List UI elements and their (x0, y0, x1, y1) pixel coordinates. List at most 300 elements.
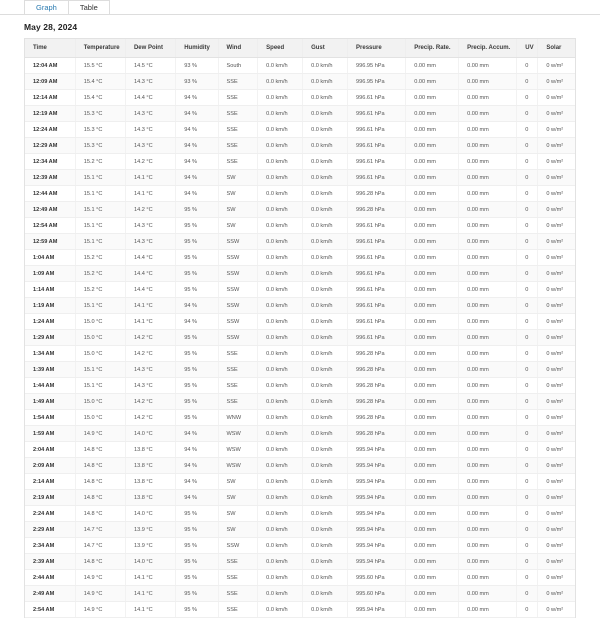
cell-precip-accum: 0.00 mm (459, 554, 517, 570)
cell-temperature: 15.3 °C (75, 106, 125, 122)
cell-pressure: 996.61 hPa (348, 90, 406, 106)
cell-precip-accum: 0.00 mm (459, 138, 517, 154)
cell-uv: 0 (517, 170, 538, 186)
tab-graph[interactable]: Graph (24, 0, 69, 14)
cell-humidity: 95 % (176, 554, 218, 570)
cell-precip-rate: 0.00 mm (406, 378, 459, 394)
cell-precip-accum: 0.00 mm (459, 570, 517, 586)
cell-dew-point: 14.0 °C (125, 506, 175, 522)
cell-temperature: 15.5 °C (75, 58, 125, 74)
cell-dew-point: 14.3 °C (125, 362, 175, 378)
cell-temperature: 14.8 °C (75, 474, 125, 490)
cell-temperature: 15.1 °C (75, 170, 125, 186)
cell-solar: 0 w/m² (538, 330, 575, 346)
cell-gust: 0.0 km/h (303, 234, 348, 250)
cell-gust: 0.0 km/h (303, 282, 348, 298)
cell-dew-point: 14.1 °C (125, 186, 175, 202)
cell-time: 1:59 AM (25, 426, 75, 442)
cell-humidity: 94 % (176, 154, 218, 170)
cell-wind: WSW (218, 458, 258, 474)
cell-humidity: 94 % (176, 170, 218, 186)
table-row (25, 586, 575, 602)
cell-solar: 0 w/m² (538, 298, 575, 314)
cell-speed: 0.0 km/h (258, 74, 303, 90)
cell-precip-accum: 0.00 mm (459, 90, 517, 106)
cell-precip-accum: 0.00 mm (459, 282, 517, 298)
cell-pressure: 996.28 hPa (348, 378, 406, 394)
cell-temperature: 15.0 °C (75, 330, 125, 346)
cell-precip-rate: 0.00 mm (406, 410, 459, 426)
table-row (25, 266, 575, 282)
cell-solar: 0 w/m² (538, 282, 575, 298)
cell-wind: SSE (218, 554, 258, 570)
cell-humidity: 95 % (176, 602, 218, 618)
cell-solar: 0 w/m² (538, 490, 575, 506)
cell-gust: 0.0 km/h (303, 570, 348, 586)
cell-temperature: 14.7 °C (75, 522, 125, 538)
cell-precip-accum: 0.00 mm (459, 506, 517, 522)
cell-humidity: 95 % (176, 202, 218, 218)
cell-time: 12:54 AM (25, 218, 75, 234)
cell-temperature: 15.2 °C (75, 154, 125, 170)
cell-solar: 0 w/m² (538, 218, 575, 234)
cell-pressure: 996.95 hPa (348, 58, 406, 74)
cell-gust: 0.0 km/h (303, 458, 348, 474)
cell-solar: 0 w/m² (538, 266, 575, 282)
cell-uv: 0 (517, 74, 538, 90)
cell-pressure: 996.61 hPa (348, 234, 406, 250)
table-row (25, 74, 575, 90)
cell-time: 12:39 AM (25, 170, 75, 186)
cell-temperature: 15.1 °C (75, 234, 125, 250)
column-header-wind[interactable]: Wind (218, 39, 258, 58)
cell-uv: 0 (517, 282, 538, 298)
cell-precip-accum: 0.00 mm (459, 458, 517, 474)
column-header-gust[interactable]: Gust (303, 39, 348, 58)
cell-solar: 0 w/m² (538, 314, 575, 330)
cell-humidity: 95 % (176, 330, 218, 346)
cell-pressure: 996.28 hPa (348, 346, 406, 362)
cell-speed: 0.0 km/h (258, 218, 303, 234)
weather-table-container (24, 38, 576, 618)
table-header-row (25, 39, 575, 58)
cell-temperature: 14.8 °C (75, 554, 125, 570)
cell-precip-rate: 0.00 mm (406, 346, 459, 362)
cell-pressure: 995.94 hPa (348, 602, 406, 618)
cell-dew-point: 14.2 °C (125, 410, 175, 426)
cell-pressure: 996.61 hPa (348, 250, 406, 266)
table-row (25, 218, 575, 234)
table-row (25, 122, 575, 138)
column-header-humidity[interactable]: Humidity (176, 39, 218, 58)
table-row (25, 426, 575, 442)
cell-temperature: 14.8 °C (75, 458, 125, 474)
cell-pressure: 996.28 hPa (348, 202, 406, 218)
cell-temperature: 15.0 °C (75, 410, 125, 426)
cell-temperature: 14.8 °C (75, 442, 125, 458)
date-heading: May 28, 2024 (24, 22, 78, 32)
cell-wind: SSW (218, 234, 258, 250)
cell-precip-rate: 0.00 mm (406, 74, 459, 90)
cell-speed: 0.0 km/h (258, 330, 303, 346)
cell-dew-point: 14.4 °C (125, 250, 175, 266)
cell-speed: 0.0 km/h (258, 202, 303, 218)
cell-dew-point: 14.5 °C (125, 58, 175, 74)
cell-precip-rate: 0.00 mm (406, 202, 459, 218)
cell-precip-accum: 0.00 mm (459, 538, 517, 554)
cell-pressure: 996.61 hPa (348, 330, 406, 346)
cell-pressure: 995.94 hPa (348, 490, 406, 506)
cell-pressure: 996.95 hPa (348, 74, 406, 90)
cell-time: 1:44 AM (25, 378, 75, 394)
cell-time: 2:54 AM (25, 602, 75, 618)
weather-observations-table (25, 39, 575, 618)
tab-table[interactable]: Table (69, 0, 110, 14)
cell-solar: 0 w/m² (538, 138, 575, 154)
cell-uv: 0 (517, 426, 538, 442)
cell-wind: WSW (218, 426, 258, 442)
cell-gust: 0.0 km/h (303, 394, 348, 410)
cell-time: 1:39 AM (25, 362, 75, 378)
cell-gust: 0.0 km/h (303, 474, 348, 490)
cell-precip-rate: 0.00 mm (406, 602, 459, 618)
cell-precip-rate: 0.00 mm (406, 474, 459, 490)
cell-precip-rate: 0.00 mm (406, 58, 459, 74)
cell-pressure: 996.61 hPa (348, 122, 406, 138)
cell-pressure: 995.94 hPa (348, 554, 406, 570)
cell-time: 12:19 AM (25, 106, 75, 122)
cell-gust: 0.0 km/h (303, 522, 348, 538)
cell-speed: 0.0 km/h (258, 250, 303, 266)
cell-dew-point: 14.1 °C (125, 314, 175, 330)
cell-speed: 0.0 km/h (258, 586, 303, 602)
cell-uv: 0 (517, 58, 538, 74)
cell-pressure: 996.61 hPa (348, 266, 406, 282)
cell-precip-accum: 0.00 mm (459, 362, 517, 378)
cell-wind: SSE (218, 394, 258, 410)
cell-dew-point: 13.8 °C (125, 458, 175, 474)
column-header-pressure[interactable]: Pressure (348, 39, 406, 58)
cell-speed: 0.0 km/h (258, 234, 303, 250)
cell-wind: SW (218, 522, 258, 538)
cell-time: 2:29 AM (25, 522, 75, 538)
cell-solar: 0 w/m² (538, 586, 575, 602)
cell-speed: 0.0 km/h (258, 266, 303, 282)
table-row (25, 554, 575, 570)
cell-precip-accum: 0.00 mm (459, 378, 517, 394)
cell-dew-point: 14.3 °C (125, 74, 175, 90)
cell-speed: 0.0 km/h (258, 298, 303, 314)
column-header-precip-rate[interactable]: Precip. Rate. (406, 39, 459, 58)
column-header-uv[interactable]: UV (517, 39, 538, 58)
cell-pressure: 995.94 hPa (348, 442, 406, 458)
cell-speed: 0.0 km/h (258, 314, 303, 330)
cell-wind: SSE (218, 602, 258, 618)
cell-wind: SSE (218, 106, 258, 122)
cell-time: 2:24 AM (25, 506, 75, 522)
cell-time: 1:09 AM (25, 266, 75, 282)
cell-gust: 0.0 km/h (303, 170, 348, 186)
cell-humidity: 95 % (176, 378, 218, 394)
table-row (25, 186, 575, 202)
cell-pressure: 996.28 hPa (348, 410, 406, 426)
cell-wind: SSW (218, 266, 258, 282)
cell-dew-point: 14.1 °C (125, 170, 175, 186)
cell-precip-rate: 0.00 mm (406, 330, 459, 346)
cell-temperature: 15.1 °C (75, 298, 125, 314)
cell-wind: WSW (218, 442, 258, 458)
cell-time: 12:59 AM (25, 234, 75, 250)
cell-speed: 0.0 km/h (258, 538, 303, 554)
cell-wind: SSE (218, 122, 258, 138)
cell-gust: 0.0 km/h (303, 410, 348, 426)
view-tabs (0, 0, 600, 15)
cell-solar: 0 w/m² (538, 186, 575, 202)
cell-speed: 0.0 km/h (258, 602, 303, 618)
cell-speed: 0.0 km/h (258, 90, 303, 106)
cell-uv: 0 (517, 314, 538, 330)
cell-pressure: 996.61 hPa (348, 106, 406, 122)
table-row (25, 458, 575, 474)
table-row (25, 410, 575, 426)
cell-speed: 0.0 km/h (258, 490, 303, 506)
cell-humidity: 95 % (176, 394, 218, 410)
table-row (25, 154, 575, 170)
cell-humidity: 94 % (176, 314, 218, 330)
cell-time: 2:34 AM (25, 538, 75, 554)
table-row (25, 362, 575, 378)
cell-solar: 0 w/m² (538, 58, 575, 74)
cell-pressure: 995.60 hPa (348, 570, 406, 586)
column-header-solar[interactable]: Solar (538, 39, 575, 58)
cell-gust: 0.0 km/h (303, 554, 348, 570)
cell-solar: 0 w/m² (538, 362, 575, 378)
cell-solar: 0 w/m² (538, 202, 575, 218)
cell-precip-accum: 0.00 mm (459, 250, 517, 266)
cell-uv: 0 (517, 234, 538, 250)
cell-solar: 0 w/m² (538, 522, 575, 538)
cell-precip-accum: 0.00 mm (459, 602, 517, 618)
cell-gust: 0.0 km/h (303, 186, 348, 202)
cell-gust: 0.0 km/h (303, 442, 348, 458)
cell-time: 2:44 AM (25, 570, 75, 586)
cell-precip-accum: 0.00 mm (459, 122, 517, 138)
cell-time: 12:29 AM (25, 138, 75, 154)
cell-solar: 0 w/m² (538, 410, 575, 426)
cell-gust: 0.0 km/h (303, 602, 348, 618)
cell-precip-accum: 0.00 mm (459, 522, 517, 538)
cell-uv: 0 (517, 186, 538, 202)
table-row (25, 378, 575, 394)
cell-dew-point: 14.2 °C (125, 330, 175, 346)
cell-solar: 0 w/m² (538, 90, 575, 106)
cell-pressure: 996.61 hPa (348, 298, 406, 314)
cell-dew-point: 14.1 °C (125, 602, 175, 618)
cell-solar: 0 w/m² (538, 346, 575, 362)
cell-solar: 0 w/m² (538, 170, 575, 186)
cell-time: 1:29 AM (25, 330, 75, 346)
cell-speed: 0.0 km/h (258, 394, 303, 410)
cell-precip-accum: 0.00 mm (459, 218, 517, 234)
cell-solar: 0 w/m² (538, 122, 575, 138)
cell-wind: SSE (218, 362, 258, 378)
cell-speed: 0.0 km/h (258, 458, 303, 474)
cell-precip-rate: 0.00 mm (406, 154, 459, 170)
cell-solar: 0 w/m² (538, 506, 575, 522)
cell-dew-point: 14.2 °C (125, 394, 175, 410)
cell-uv: 0 (517, 554, 538, 570)
column-header-temperature[interactable]: Temperature (75, 39, 125, 58)
cell-temperature: 15.3 °C (75, 122, 125, 138)
cell-precip-accum: 0.00 mm (459, 74, 517, 90)
cell-humidity: 95 % (176, 218, 218, 234)
cell-wind: SSW (218, 298, 258, 314)
cell-precip-rate: 0.00 mm (406, 506, 459, 522)
cell-precip-rate: 0.00 mm (406, 458, 459, 474)
cell-uv: 0 (517, 106, 538, 122)
cell-time: 12:24 AM (25, 122, 75, 138)
cell-uv: 0 (517, 410, 538, 426)
cell-pressure: 996.61 hPa (348, 218, 406, 234)
cell-solar: 0 w/m² (538, 442, 575, 458)
cell-dew-point: 14.2 °C (125, 154, 175, 170)
cell-uv: 0 (517, 90, 538, 106)
cell-wind: SSE (218, 74, 258, 90)
cell-dew-point: 14.1 °C (125, 570, 175, 586)
cell-uv: 0 (517, 490, 538, 506)
cell-gust: 0.0 km/h (303, 154, 348, 170)
cell-temperature: 15.1 °C (75, 218, 125, 234)
cell-humidity: 94 % (176, 298, 218, 314)
cell-speed: 0.0 km/h (258, 58, 303, 74)
table-row (25, 298, 575, 314)
cell-precip-rate: 0.00 mm (406, 106, 459, 122)
cell-gust: 0.0 km/h (303, 218, 348, 234)
cell-speed: 0.0 km/h (258, 570, 303, 586)
cell-humidity: 93 % (176, 74, 218, 90)
cell-precip-rate: 0.00 mm (406, 570, 459, 586)
cell-precip-accum: 0.00 mm (459, 298, 517, 314)
cell-gust: 0.0 km/h (303, 202, 348, 218)
cell-dew-point: 14.1 °C (125, 298, 175, 314)
cell-uv: 0 (517, 266, 538, 282)
cell-wind: SSE (218, 138, 258, 154)
cell-precip-rate: 0.00 mm (406, 282, 459, 298)
cell-dew-point: 13.9 °C (125, 538, 175, 554)
cell-humidity: 95 % (176, 282, 218, 298)
cell-temperature: 15.4 °C (75, 74, 125, 90)
cell-speed: 0.0 km/h (258, 170, 303, 186)
table-row (25, 58, 575, 74)
cell-humidity: 95 % (176, 234, 218, 250)
cell-uv: 0 (517, 378, 538, 394)
cell-time: 2:09 AM (25, 458, 75, 474)
cell-wind: SW (218, 170, 258, 186)
cell-wind: WNW (218, 410, 258, 426)
cell-precip-accum: 0.00 mm (459, 394, 517, 410)
cell-temperature: 15.2 °C (75, 282, 125, 298)
cell-speed: 0.0 km/h (258, 138, 303, 154)
table-body (25, 58, 575, 618)
column-header-dew-point[interactable]: Dew Point (125, 39, 175, 58)
cell-wind: SW (218, 218, 258, 234)
cell-solar: 0 w/m² (538, 394, 575, 410)
cell-precip-rate: 0.00 mm (406, 314, 459, 330)
column-header-precip-accum[interactable]: Precip. Accum. (459, 39, 517, 58)
cell-uv: 0 (517, 362, 538, 378)
cell-dew-point: 13.8 °C (125, 474, 175, 490)
cell-pressure: 996.61 hPa (348, 170, 406, 186)
cell-humidity: 95 % (176, 570, 218, 586)
cell-precip-accum: 0.00 mm (459, 234, 517, 250)
cell-speed: 0.0 km/h (258, 346, 303, 362)
cell-solar: 0 w/m² (538, 234, 575, 250)
column-header-speed[interactable]: Speed (258, 39, 303, 58)
cell-time: 1:49 AM (25, 394, 75, 410)
table-row (25, 442, 575, 458)
cell-time: 1:19 AM (25, 298, 75, 314)
cell-gust: 0.0 km/h (303, 74, 348, 90)
cell-dew-point: 14.0 °C (125, 554, 175, 570)
cell-time: 1:04 AM (25, 250, 75, 266)
cell-gust: 0.0 km/h (303, 490, 348, 506)
cell-uv: 0 (517, 586, 538, 602)
cell-humidity: 94 % (176, 442, 218, 458)
cell-uv: 0 (517, 298, 538, 314)
cell-temperature: 14.9 °C (75, 602, 125, 618)
cell-speed: 0.0 km/h (258, 186, 303, 202)
cell-precip-accum: 0.00 mm (459, 170, 517, 186)
cell-uv: 0 (517, 122, 538, 138)
cell-precip-accum: 0.00 mm (459, 490, 517, 506)
cell-precip-rate: 0.00 mm (406, 362, 459, 378)
cell-uv: 0 (517, 538, 538, 554)
cell-wind: SSE (218, 570, 258, 586)
cell-gust: 0.0 km/h (303, 378, 348, 394)
cell-precip-accum: 0.00 mm (459, 106, 517, 122)
cell-humidity: 95 % (176, 586, 218, 602)
cell-wind: SW (218, 506, 258, 522)
cell-speed: 0.0 km/h (258, 506, 303, 522)
cell-precip-accum: 0.00 mm (459, 410, 517, 426)
cell-uv: 0 (517, 346, 538, 362)
column-header-time[interactable]: Time (25, 39, 75, 58)
cell-temperature: 14.9 °C (75, 586, 125, 602)
cell-gust: 0.0 km/h (303, 138, 348, 154)
cell-humidity: 94 % (176, 490, 218, 506)
cell-solar: 0 w/m² (538, 458, 575, 474)
cell-gust: 0.0 km/h (303, 122, 348, 138)
cell-temperature: 14.7 °C (75, 538, 125, 554)
cell-solar: 0 w/m² (538, 154, 575, 170)
cell-solar: 0 w/m² (538, 378, 575, 394)
cell-pressure: 996.61 hPa (348, 282, 406, 298)
cell-gust: 0.0 km/h (303, 538, 348, 554)
cell-pressure: 995.94 hPa (348, 538, 406, 554)
cell-precip-rate: 0.00 mm (406, 442, 459, 458)
cell-pressure: 996.28 hPa (348, 426, 406, 442)
cell-temperature: 15.2 °C (75, 266, 125, 282)
cell-speed: 0.0 km/h (258, 522, 303, 538)
cell-gust: 0.0 km/h (303, 426, 348, 442)
table-row (25, 538, 575, 554)
cell-uv: 0 (517, 154, 538, 170)
cell-pressure: 995.94 hPa (348, 458, 406, 474)
cell-uv: 0 (517, 218, 538, 234)
cell-humidity: 95 % (176, 410, 218, 426)
cell-humidity: 94 % (176, 426, 218, 442)
cell-time: 2:49 AM (25, 586, 75, 602)
